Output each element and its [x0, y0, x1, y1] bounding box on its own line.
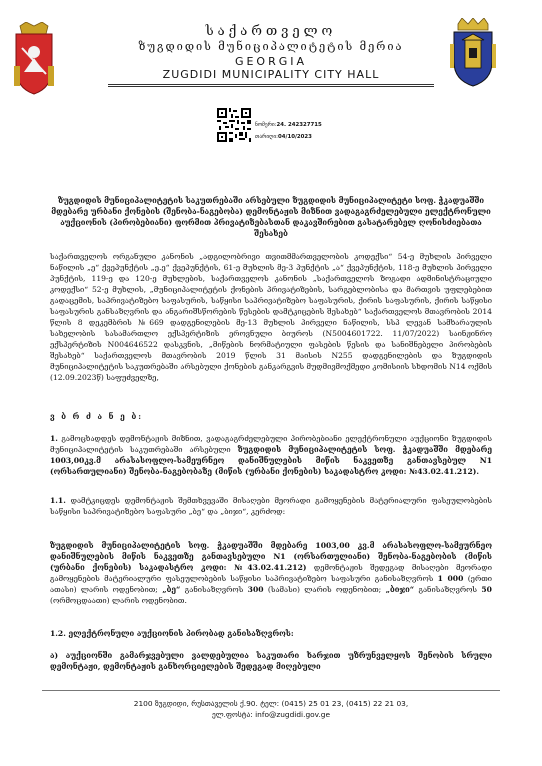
header-line-cityhall-ge: ზუგდიდის მუნიციპალიტეტის მერია [138, 40, 404, 53]
order-heading: ვ ბ რ ძ ა ნ ე ბ: [50, 412, 144, 421]
document-date: თარიღი:04/10/2023 [255, 134, 312, 140]
header-line-country-ge: საქართველო [205, 24, 337, 39]
header-divider [108, 84, 434, 85]
clause-1: 1. გამოცხადდეს დემონტაჟის მიზნით, ვადაგაგრძელებული პირობებიანი ელექტრონული აუქციონი ზუგდიდის მუნიციპალიტეტის საკუთრებაში არსებული ზუგდიდის მუნიციპალიტეტის სოფ. ჭკადუაშში მდებარე 1003,00კვ.მ არასასოფლო-სამეურნეო დანიშნულების მიწის ნაკვეთზე განთავსებულ N1 (ორსართულიანი) შენობა-ნაგებობაზე (მიწის (ურბანი ქონების) საკადასტრო კოდი: №43.02.41.212). [50, 434, 492, 476]
clause-1-2: 1.2. ელექტრონული აუქციონის პირობად განისაზღვროს: [50, 629, 294, 638]
header-divider-2 [108, 86, 434, 87]
order-title: ზუგდიდის მუნიციპალიტეტის საკუთრებაში არსებული ზუგდიდის მუნიციპალიტეტი სოფ. ჭკადუაშში მდებარე ურბანი ქონების (შენობა-ნაგებობა) დემონტაჟის მიზნით ვადაგაგრძელებული ელექტრონული აუქციონის (პირობებიანი) ფორმით პრივატიზებასთან დაკავშირებით გასატარებელ ღონისძიებათა შესახებ [51, 196, 491, 238]
clause-1-1-detail: ზუგდიდის მუნიციპალიტეტის სოფ. ჭკადუაშში მდებარე 1003,00 კვ.მ არასასოფლო-სამეურნეო დანიშნულების მიწის ნაკვეთზე განთავსებული N1 (ორსართულიანი) შენობა-ნაგებობის (მიწის (ურბანი ქონების) საკადასტრო კოდი: №43.02.41.212) დემონტაჟის შედეგად მისაღები მეორადი გამოყენების მატერიალური ფასეულობების საწყისი საპრივატიზებო საფასური განისაზღვროს 1 000 (ერთი ათასი) ლარის ოდენობით; „ბე“ განისაზღვროს 300 (სამასი) ლარის ოდენობით; „ბიჯი“ განისაზღვროს 50 (ორმოცდაათი) ლარის ოდენობით. [50, 541, 492, 605]
clause-1-1: 1.1. დამტკიცდეს დემონტაჟის შემთხვევაში მისაღები მეორადი გამოყენების მატერიალური ფასეულობების საწყისი საპრივატიზებო საფასური „ბე“ და „ბიჯი“, კერძოდ: [50, 496, 492, 516]
clause-1-2-a: ა) აუქციონში გამარჯვებული ვალდებულია საკუთარი ხარჯით უზრუნველყოს შენობის სრული დემონტაჟი, დემონტაჟის განხორციელების შედეგად მიღებული [50, 651, 492, 671]
header-line-cityhall-en: ZUGDIDI MUNICIPALITY CITY HALL [162, 68, 380, 81]
preamble-paragraph: საქართველოს ორგანული კანონის „ადგილობრივი თვითმმართველობის კოდექსი“ 54-ე მუხლის პირველი ნაწილის „ე“ ქვეპუნქტის „ე.ე“ ქვეპუნქტის, 61-ე მუხლის მე-3 პუნქტის „ა“ ქვეპუნქტის, 118-ე მუხლის პირველი პუნქტის, 119-ე და 120-ე მუხლების, საქართველოს კანონის „საქართველოს ზოგადი ადმინისტრაციული კოდექსი“ 52-ე მუხლის, „მუნიციპალიტეტის ქონების პრივატიზების, სარგებლობისა და მართვის უფლებებით გადაცემის, საპრივატიზებო საფასურის, საწყისი საპრივატიზებო საფასურის, ქირის საფასურის, ქირის საწყისი საფასურის განსაზღვრის და ანგარიშსწორების წესების დამტკიცების შესახებ“ საქართველოს მთავრობის 2014 წლის 8 დეკემბრის №669 დადგენილების მე-13 მუხლის პირველი ნაწილის, სსპ ლევან სამხარაულის სახელობის სასამართლო ექსპერტიზის ეროვნული ბიუროს (N5004601722. 11/07/2022) საინჟინრო ექსპერტიზის N004646522 დასკვნის, „მიწების ნორმატიული ფასების წესის და სანიშნებელი პირობების შესახებ“ საქართველოს მთავრობის 2019 წლის 31 მაისის N255 დადგენილების და ზუგდიდის მუნიციპალიტეტის საკუთრებაში არსებული ქონების განკარგვის მუდმივმოქმედი კომისიის სხდომის N14 ოქმის (12.09.2023წ) საფუძველზე, [50, 252, 492, 382]
footer-divider [42, 690, 500, 691]
footer-email: ელ.ფოსტა: info@zugdidi.gov.ge [211, 710, 331, 719]
qr-code-icon [217, 108, 251, 142]
header-line-country-en: GEORGIA [234, 55, 308, 68]
document-number: ნომერი:24. 242327715 [255, 122, 322, 128]
footer-address: 2100 ზუგდიდი, რუსთაველის ქ.90. ტელ: (0415) 25 01 23, (0415) 22 21 03, [133, 699, 409, 708]
